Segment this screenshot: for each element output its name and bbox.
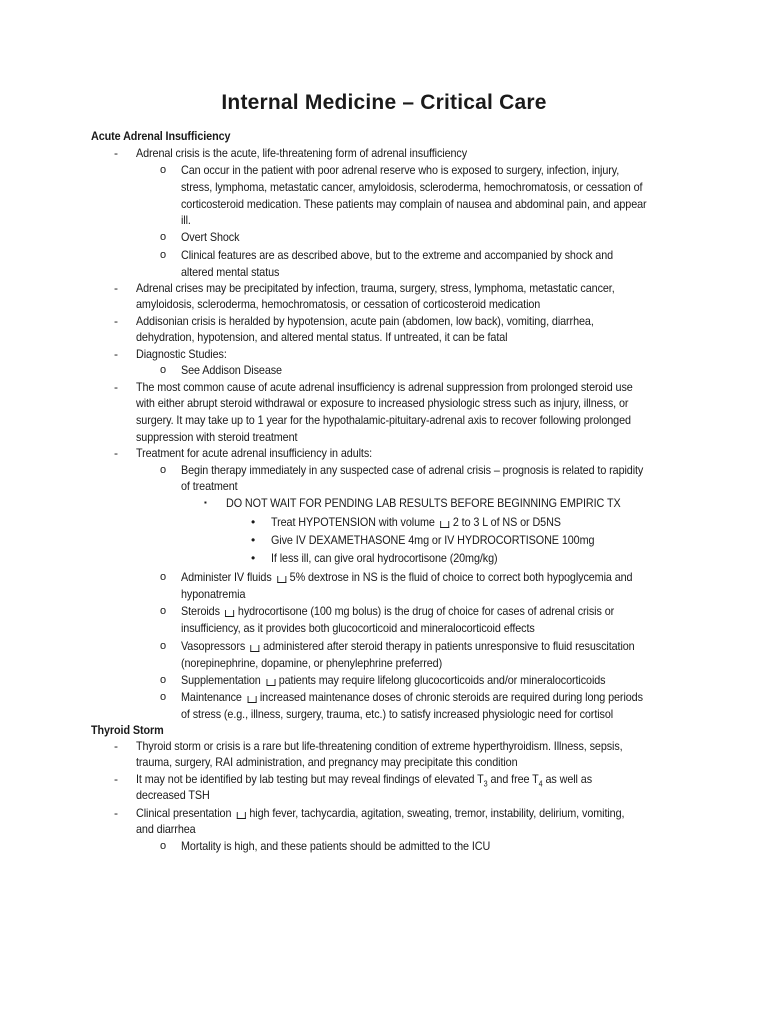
dash-bullet: - xyxy=(114,380,118,394)
text-line: stress, lymphoma, metastatic cancer, amyloidosis, scleroderma, hemochromatosis, or cessation of xyxy=(181,180,643,194)
text-line: altered mental status xyxy=(181,265,280,279)
text-line: Adrenal crises may be precipitated by infection, trauma, surgery, stress, lymphoma, metastatic cancer, xyxy=(136,281,615,295)
text-line: Clinical presentation high fever, tachycardia, agitation, sweating, tremor, instability, delirium, vomiting, xyxy=(136,806,625,820)
arrow-glyph-icon xyxy=(440,521,449,528)
text-line: Overt Shock xyxy=(181,230,240,244)
text-line: The most common cause of acute adrenal insufficiency is adrenal suppression from prolonged steroid use xyxy=(136,380,633,394)
text-line: (norepinephrine, dopamine, or phenylephrine preferred) xyxy=(181,656,443,670)
text-line: insufficiency, as it provides both glucocorticoid and mineralocorticoid effects xyxy=(181,621,535,635)
circle-bullet: o xyxy=(160,640,167,652)
circle-bullet: o xyxy=(160,691,167,703)
circle-bullet: o xyxy=(160,464,167,476)
dash-bullet: - xyxy=(114,739,118,753)
arrow-glyph-icon xyxy=(277,576,286,583)
text-line: Clinical features are as described above, but to the extreme and accompanied by shock and xyxy=(181,248,614,262)
text-line: Mortality is high, and these patients should be admitted to the ICU xyxy=(181,839,491,853)
text-line: Give IV DEXAMETHASONE 4mg or IV HYDROCORTISONE 100mg xyxy=(271,533,595,547)
text-line: Diagnostic Studies: xyxy=(136,347,227,361)
text-line: Maintenance increased maintenance doses of chronic steroids are required during long periods xyxy=(181,690,643,704)
text-line: surgery. It may take up to 1 year for the hypothalamic-pituitary-adrenal axis to recover following prolonged xyxy=(136,413,631,427)
text-line: It may not be identified by lab testing but may reveal findings of elevated $T_3$ and free $T_4$ as well as xyxy=(136,772,593,789)
text-line: of treatment xyxy=(181,479,238,493)
text-line: Thyroid storm or crisis is a rare but life-threatening condition of extreme hyperthyroidism. Illness, sepsis, xyxy=(136,739,623,753)
text-line: Can occur in the patient with poor adrenal reserve who is exposed to surgery, infection, injury, xyxy=(181,163,620,177)
text-line: Addisonian crisis is heralded by hypotension, acute pain (abdomen, low back), vomiting, diarrhea, xyxy=(136,314,594,328)
text-line: dehydration, hypotension, and altered mental status. If untreated, it can be fatal xyxy=(136,330,508,344)
text-line: of stress (e.g., illness, surgery, trauma, etc.) to satisfy increased physiologic need for cortisol xyxy=(181,707,614,721)
round-bullet: • xyxy=(251,533,256,547)
arrow-glyph-icon xyxy=(237,812,246,819)
section-heading-adrenal: Acute Adrenal Insufficiency xyxy=(91,129,231,143)
dash-bullet: - xyxy=(114,281,118,295)
text-line: Adrenal crisis is the acute, life-threatening form of adrenal insufficiency xyxy=(136,146,468,160)
text-line: ill. xyxy=(181,213,191,227)
dash-bullet: - xyxy=(114,772,118,786)
arrow-glyph-icon xyxy=(251,645,260,652)
circle-bullet: o xyxy=(160,571,167,583)
text-line: Supplementation patients may require lifelong glucocorticoids and/or mineralocorticoids xyxy=(181,673,606,687)
text-line: Treatment for acute adrenal insufficiency in adults: xyxy=(136,446,373,460)
section-heading-thyroid: Thyroid Storm xyxy=(91,723,164,737)
round-bullet: • xyxy=(251,551,256,565)
round-bullet: • xyxy=(251,515,256,529)
text-line: Treat HYPOTENSION with volume 2 to 3 L of NS or D5NS xyxy=(271,515,561,529)
circle-bullet: o xyxy=(160,674,167,686)
circle-bullet: o xyxy=(160,164,167,176)
text-line: hyponatremia xyxy=(181,587,246,601)
text-line: and diarrhea xyxy=(136,822,196,836)
dash-bullet: - xyxy=(114,446,118,460)
arrow-glyph-icon xyxy=(225,610,234,617)
arrow-glyph-icon xyxy=(266,679,275,686)
dash-bullet: - xyxy=(114,806,118,820)
page-title: Internal Medicine – Critical Care xyxy=(221,91,547,114)
circle-bullet: o xyxy=(160,840,167,852)
text-line: Vasopressors administered after steroid therapy in patients unresponsive to fluid resuscitation xyxy=(181,639,635,653)
text-line: If less ill, can give oral hydrocortisone (20mg/kg) xyxy=(271,551,498,565)
dash-bullet: - xyxy=(114,347,118,361)
text-line: trauma, surgery, RAI administration, and pregnancy may precipitate this condition xyxy=(136,755,518,769)
text-line: See Addison Disease xyxy=(181,363,282,377)
text-line: with either abrupt steroid withdrawal or exposure to increased physiologic stress such as injury, illness, or xyxy=(136,396,629,410)
text-line: Begin therapy immediately in any suspected case of adrenal crisis – prognosis is related to rapidity xyxy=(181,463,644,477)
circle-bullet: o xyxy=(160,231,167,243)
circle-bullet: o xyxy=(160,364,167,376)
circle-bullet: o xyxy=(160,605,167,617)
arrow-glyph-icon xyxy=(247,696,256,703)
circle-bullet: o xyxy=(160,249,167,261)
text-line: corticosteroid medication. These patients may complain of nausea and abdominal pain, and appear xyxy=(181,197,647,211)
text-line: Administer IV fluids 5% dextrose in NS is the fluid of choice to correct both hypoglycemia and xyxy=(181,570,633,584)
dash-bullet: - xyxy=(114,314,118,328)
text-line: Steroids hydrocortisone (100 mg bolus) is the drug of choice for cases of adrenal crisis or xyxy=(181,604,615,618)
square-bullet: ▪ xyxy=(204,498,207,507)
text-line: amyloidosis, scleroderma, hemochromatosis, or cessation of corticosteroid medication xyxy=(136,297,541,311)
text-line: DO NOT WAIT FOR PENDING LAB RESULTS BEFORE BEGINNING EMPIRIC TX xyxy=(226,496,621,510)
text-line: decreased TSH xyxy=(136,788,210,802)
dash-bullet: - xyxy=(114,146,118,160)
text-line: suppression with steroid treatment xyxy=(136,430,298,444)
